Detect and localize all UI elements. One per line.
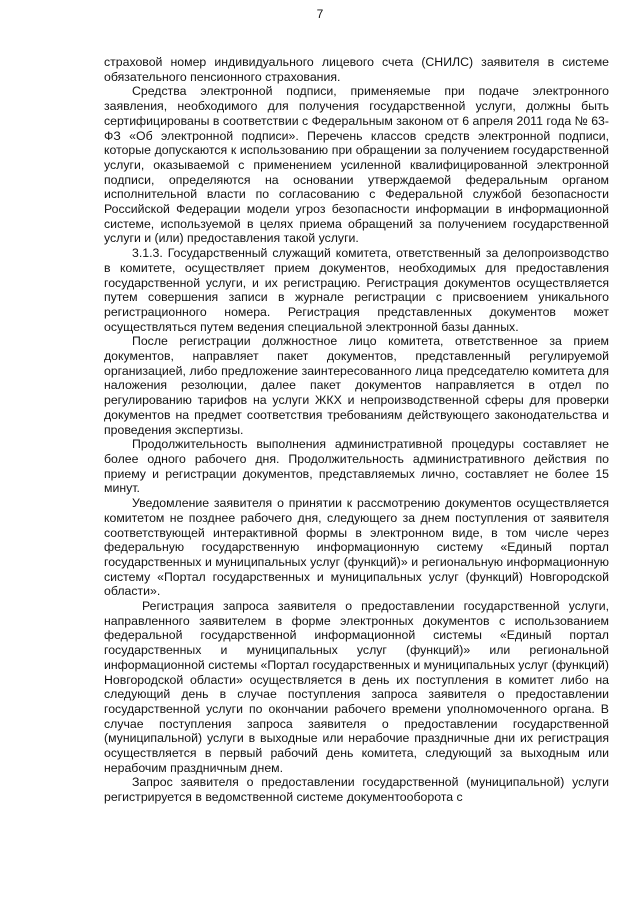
paragraph-applicant-notification: Уведомление заявителя о принятии к рассмотрению документов осуществляется комитетом не позднее рабочего дня, следующего за днем поступления от заявителя соответствующей интерактивной формы в электронном виде, в том числе через федеральную государственную информационную систему «Единый портал государственных и муниципальных услуг (функций)» и региональную информационную систему «Портал государственных и муниципальных услуг (функций) Новгородской области». bbox=[104, 496, 609, 599]
paragraph-electronic-request-registration: Регистрация запроса заявителя о предоставлении государственной услуги, направленного заявителем в форме электронных документов с использованием федеральной государственной информационной системы «Единый портал государственных и муниципальных услуг (функций)» или региональной информационной системы «Портал государственных и муниципальных услуг (функций) Новгородской области» осуществляется в день их поступления в комитет либо на следующий день в случае поступления запроса заявителя о предоставлении государственной услуги по окончании рабочего времени уполномоченного органа. В случае поступления запроса заявителя о предоставлении государственной (муниципальной) услуги в выходные или нерабочие праздничные дни их регистрация осуществляется в первый рабочий день комитета, следующий за выходным или нерабочим праздничным днем. bbox=[104, 599, 609, 775]
paragraph-3-1-3-document-intake: 3.1.3. Государственный служащий комитета, ответственный за делопроизводство в комитете, осуществляет прием документов, необходимых для предоставления государственной услуги, и их регистрацию. Регистрация документов осуществляется путем совершения записи в журнале регистрации с присвоением уникального регистрационного номера. Регистрация представленных документов может осуществляться путем ведения специальной электронной базы данных. bbox=[104, 246, 609, 334]
paragraph-request-document-flow: Запрос заявителя о предоставлении государственной (муниципальной) услуги регистрируется в ведомственной системе документооборота с bbox=[104, 775, 609, 805]
paragraph-snils-continuation: страховой номер индивидуального лицевого счета (СНИЛС) заявителя в системе обязательного пенсионного страхования. bbox=[104, 55, 609, 84]
paragraph-procedure-duration: Продолжительность выполнения административной процедуры составляет не более одного рабочего дня. Продолжительность административного действия по приему и регистрации документов, представляемых лично, составляет не более 15 минут. bbox=[104, 437, 609, 496]
page-number: 7 bbox=[316, 7, 324, 21]
document-body bbox=[104, 55, 609, 805]
paragraph-after-registration: После регистрации должностное лицо комитета, ответственное за прием документов, направляет пакет документов, представленный регулируемой организацией, либо предложение заинтересованного лица председателю комитета для наложения резолюции, далее пакет документов направляется в отдел по регулированию тарифов на услуги ЖКХ и непроизводственной сферы для проверки документов на предмет соответствия требованиям действующего законодательства и проведения экспертизы. bbox=[104, 334, 609, 437]
paragraph-electronic-signature: Средства электронной подписи, применяемые при подаче электронного заявления, необходимого для получения государственной услуги, должны быть сертифицированы в соответствии с Федеральным законом от 6 апреля 2011 года № 63-ФЗ «Об электронной подписи». Перечень классов средств электронной подписи, которые допускаются к использованию при обращении за получением государственной услуги, оказываемой с применением усиленной квалифицированной электронной подписи, определяются на основании утверждаемой федеральным органом исполнительной власти по согласованию с Федеральной службой безопасности Российской Федерации модели угроз безопасности информации в информационной системе, используемой в целях приема обращений за получением государственной услуги и (или) предоставления такой услуги. bbox=[104, 84, 609, 246]
